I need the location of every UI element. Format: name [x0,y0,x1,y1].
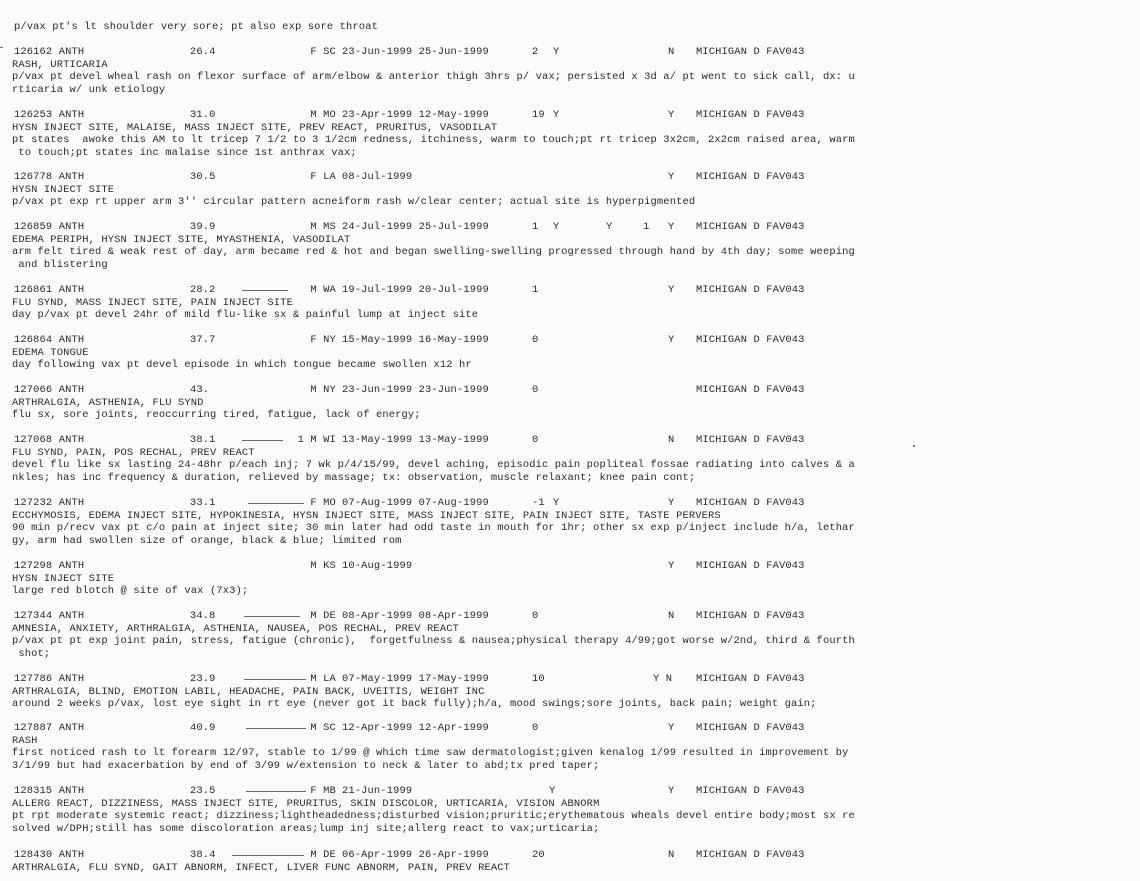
record-narrative-line: gy, arm had swollen size of orange, black & blue; limited rom [12,534,402,547]
record-id: 126859 ANTH [14,221,85,233]
record-narrative-line: pt states awoke this AM to lt tricep 7 1/2 to 3 1/2cm redness, itchiness, warm to touch;pt rt tricep 3x2cm, 2x2cm raised area, warm [12,134,855,146]
record-flag-3: N [668,46,675,58]
record-sex-state: M MS [310,221,336,233]
record-site: MICHIGAN D FAV043 [696,610,805,622]
record-symptoms: RASH [12,734,38,747]
record-flag-3: Y [668,497,675,509]
record-site: MICHIGAN D FAV043 [696,434,805,446]
record-id: 128430 ANTH [14,849,85,861]
record-id: 127232 ANTH [14,497,85,509]
record-id: 127344 ANTH [14,610,85,622]
record-symptoms: FLU SYND, MASS INJECT SITE, PAIN INJECT SITE [12,296,293,309]
record-sex-state: M KS [310,560,336,572]
record-age: 23.5 [190,785,216,797]
record-symptoms: EDEMA TONGUE [12,346,89,359]
record-narrative-line: nkles; has inc frequency & duration, relieved by massage; tx: observation, muscle relaxant; knee pain cont; [12,471,696,484]
record-days: 0 [532,434,539,446]
record-days: 19 [532,109,545,121]
record-dates: 19-Jul-1999 20-Jul-1999 [342,284,489,296]
record-dates: 23-Apr-1999 12-May-1999 [342,109,489,121]
record-narrative-line: p/vax pt devel wheal rash on flexor surface of arm/elbow & anterior thigh 3hrs p/ vax; persisted x 3d a/ pt went to sick call, dx: u [12,71,855,83]
record-age: 38.1 [190,434,216,446]
record-id: 127887 ANTH [14,722,85,734]
redaction-mark [246,791,306,792]
record-serious: Y [553,46,560,58]
record-sex-state: F MB [310,785,336,797]
record-sex-state: 1 M WI [297,434,336,446]
record-id: 127786 ANTH [14,673,85,685]
record-narrative-line: solved w/DPH;still has some discoloration areas;lump inj site;allerg react to vax;urticaria; [12,822,600,835]
record-site: MICHIGAN D FAV043 [696,384,805,396]
record-flag-3: Y [668,109,675,121]
record-dates: 15-May-1999 16-May-1999 [342,334,489,346]
record-sex-state: M DE [310,610,336,622]
record-days: 0 [532,610,539,622]
record-dates: 06-Apr-1999 26-Apr-1999 [342,849,489,861]
record-site: MICHIGAN D FAV043 [696,334,805,346]
record-symptoms: HYSN INJECT SITE, MALAISE, MASS INJECT SITE, PREV REACT, PRURITUS, VASODILAT [12,121,498,134]
record-site: MICHIGAN D FAV043 [696,785,805,797]
record-dates: 10-Aug-1999 [342,560,413,572]
record-sex-state: M WA [310,284,336,296]
record-sex-state: F NY [310,334,336,346]
record-age: 28.2 [190,284,216,296]
redaction-mark [244,679,306,680]
record-symptoms: ARTHRALGIA, BLIND, EMOTION LABIL, HEADACHE, PAIN BACK, UVEITIS, WEIGHT INC [12,685,485,698]
record-narrative-line: 90 min p/recv vax pt c/o pain at inject site; 30 min later had odd taste in mouth for 1hr; other sx exp p/inject include h/a, lethar [12,522,855,534]
record-sex-state: M SC [310,722,336,734]
record-days: 20 [532,849,545,861]
record-serious: Y [553,497,560,509]
record-site: MICHIGAN D FAV043 [696,284,805,296]
record-dates: 07-Aug-1999 07-Aug-1999 [342,497,489,509]
record-symptoms: FLU SYND, PAIN, POS RECHAL, PREV REACT [12,446,255,459]
record-narrative-line: rticaria w/ unk etiology [12,83,166,96]
record-id: 127066 ANTH [14,384,85,396]
record-id: 126861 ANTH [14,284,85,296]
record-flag-3: Y [668,334,675,346]
record-id: 128315 ANTH [14,785,85,797]
record-age: 39.9 [190,221,216,233]
record-dates: 23-Jun-1999 23-Jun-1999 [342,384,489,396]
record-site: MICHIGAN D FAV043 [696,109,805,121]
redaction-mark [242,440,283,441]
record-sex-state: M NY [310,384,336,396]
record-dates: 24-Jul-1999 25-Jul-1999 [342,221,489,233]
record-narrative-line: day p/vax pt devel 24hr of mild flu-like sx & painful lump at inject site [12,309,479,321]
redaction-mark [232,855,304,856]
record-site: MICHIGAN D FAV043 [696,46,805,58]
record-serious: Y [553,109,560,121]
record-dates: 08-Jul-1999 [342,171,413,183]
record-flag-3: Y [668,560,675,572]
record-dates: 07-May-1999 17-May-1999 [342,673,489,685]
record-sex-state: F LA [310,171,336,183]
record-dates: 08-Apr-1999 08-Apr-1999 [342,610,489,622]
record-id: 126253 ANTH [14,109,85,121]
record-age: 37.7 [190,334,216,346]
record-symptoms: AMNESIA, ANXIETY, ARTHRALGIA, ASTHENIA, NAUSEA, POS RECHAL, PREV REACT [12,622,459,635]
record-dates: 13-May-1999 13-May-1999 [342,434,489,446]
record-narrative-line: and blistering [12,258,108,271]
record-narrative-line: 3/1/99 but had exacerbation by end of 3/99 w/extension to neck & later to abd;tx pred taper; [12,759,600,772]
record-age: 31.0 [190,109,216,121]
record-sex-state: F MO [310,497,336,509]
record-dates: 21-Jun-1999 [342,785,413,797]
record-days: 0 [532,722,539,734]
record-age: 33.1 [190,497,216,509]
scan-mark [0,47,3,48]
record-flag-3: Y [668,722,675,734]
record-flag-3: Y [668,785,675,797]
record-serious: Y [553,221,560,233]
record-site: MICHIGAN D FAV043 [696,497,805,509]
record-symptoms: HYSN INJECT SITE [12,183,115,196]
record-days: 1 [532,221,539,233]
record-flag-3: Y [668,284,675,296]
header-line: p/vax pt's lt shoulder very sore; pt also exp sore throat [14,21,378,33]
record-flag-3: N [668,849,675,861]
record-age: 23.9 [190,673,216,685]
record-narrative-line: pt rpt moderate systemic react; dizziness;lightheadedness;disturbed vision;pruritic;erythematous wheals devel entire body;most sx re [12,810,855,822]
record-age: 38.4 [190,849,216,861]
record-sex-state: M MO [310,109,336,121]
record-narrative-line: devel flu like sx lasting 24-48hr p/each inj; 7 wk p/4/15/99, devel aching, episodic pain popliteal fossae radiating into calves & a [12,459,855,471]
redaction-mark [244,616,300,617]
record-site: MICHIGAN D FAV043 [696,560,805,572]
record-sex-state: M DE [310,849,336,861]
record-age: 26.4 [190,46,216,58]
record-days: 2 [532,46,539,58]
record-age: 40.9 [190,722,216,734]
record-dates: 23-Jun-1999 25-Jun-1999 [342,46,489,58]
record-site: MICHIGAN D FAV043 [696,722,805,734]
record-narrative-line: around 2 weeks p/vax, lost eye sight in rt eye (never got it back fully);h/a, mood swings;sore joints, back pain; weight gain; [12,698,817,710]
record-days: 0 [532,334,539,346]
record-symptoms: RASH, URTICARIA [12,58,108,71]
record-flag-3: Y [668,221,675,233]
record-site: MICHIGAN D FAV043 [696,171,805,183]
record-age: 43. [190,384,210,396]
record-narrative-line: flu sx, sore joints, reoccurring tired, fatigue, lack of energy; [12,409,421,421]
record-flag-3: N [668,610,675,622]
record-serious: Y [549,785,556,797]
record-days: 10 [532,673,545,685]
record-narrative-line: large red blotch @ site of vax (7x3); [12,585,249,597]
record-sex-state: F SC [310,46,336,58]
record-days: 1 [532,284,539,296]
record-symptoms: HYSN INJECT SITE [12,572,115,585]
record-id: 127298 ANTH [14,560,85,572]
record-narrative-line: p/vax pt pt exp joint pain, stress, fatigue (chronic), forgetfulness & nausea;physical therapy 4/99;got worse w/2nd, third & fourth [12,635,855,647]
record-flag-1: Y [606,221,613,233]
record-flag-3: Y [668,171,675,183]
redaction-mark [248,503,304,504]
record-symptoms: ARTHRALGIA, ASTHENIA, FLU SYND [12,396,204,409]
record-narrative-line: to touch;pt states inc malaise since 1st anthrax vax; [12,146,357,159]
record-sex-state: M LA [310,673,336,685]
record-id: 126864 ANTH [14,334,85,346]
record-narrative-line: arm felt tired & weak rest of day, arm became red & hot and began swelling-swelling progressed through hand by 4th day; some weeping [12,246,855,258]
record-days: -1 [532,497,545,509]
record-id: 126162 ANTH [14,46,85,58]
redaction-mark [242,290,288,291]
record-dates: 12-Apr-1999 12-Apr-1999 [342,722,489,734]
record-age: 30.5 [190,171,216,183]
scan-speck [913,445,915,447]
record-narrative-line: p/vax pt exp rt upper arm 3'' circular pattern acneiform rash w/clear center; actual site is hyperpigmented [12,196,696,208]
record-narrative-line: shot; [12,647,51,660]
record-narrative-line: first noticed rash to lt forearm 12/97, stable to 1/99 @ which time saw dermatologist;given kenalog 1/99 resulted in improvement by [12,747,849,759]
record-site: MICHIGAN D FAV043 [696,221,805,233]
record-id: 127068 ANTH [14,434,85,446]
record-days: 0 [532,384,539,396]
record-narrative-line: day following vax pt devel episode in which tongue became swollen x12 hr [12,359,472,371]
record-symptoms: ECCHYMOSIS, EDEMA INJECT SITE, HYPOKINESIA, HYSN INJECT SITE, MASS INJECT SITE, PAIN INJECT SITE, TASTE PERVERS [12,509,721,522]
record-flag-3: Y N [653,673,673,685]
record-symptoms: EDEMA PERIPH, HYSN INJECT SITE, MYASTHENIA, VASODILAT [12,233,351,246]
record-flag-2: 1 [643,221,650,233]
record-flag-3: N [668,434,675,446]
record-site: MICHIGAN D FAV043 [696,673,805,685]
record-id: 126778 ANTH [14,171,85,183]
record-site: MICHIGAN D FAV043 [696,849,805,861]
record-symptoms: ARTHRALGIA, FLU SYND, GAIT ABNORM, INFECT, LIVER FUNC ABNORM, PAIN, PREV REACT [12,861,511,874]
record-age: 34.8 [190,610,216,622]
record-symptoms: ALLERG REACT, DIZZINESS, MASS INJECT SITE, PRURITUS, SKIN DISCOLOR, URTICARIA, VISION ABNORM [12,797,600,810]
redaction-mark [246,728,306,729]
